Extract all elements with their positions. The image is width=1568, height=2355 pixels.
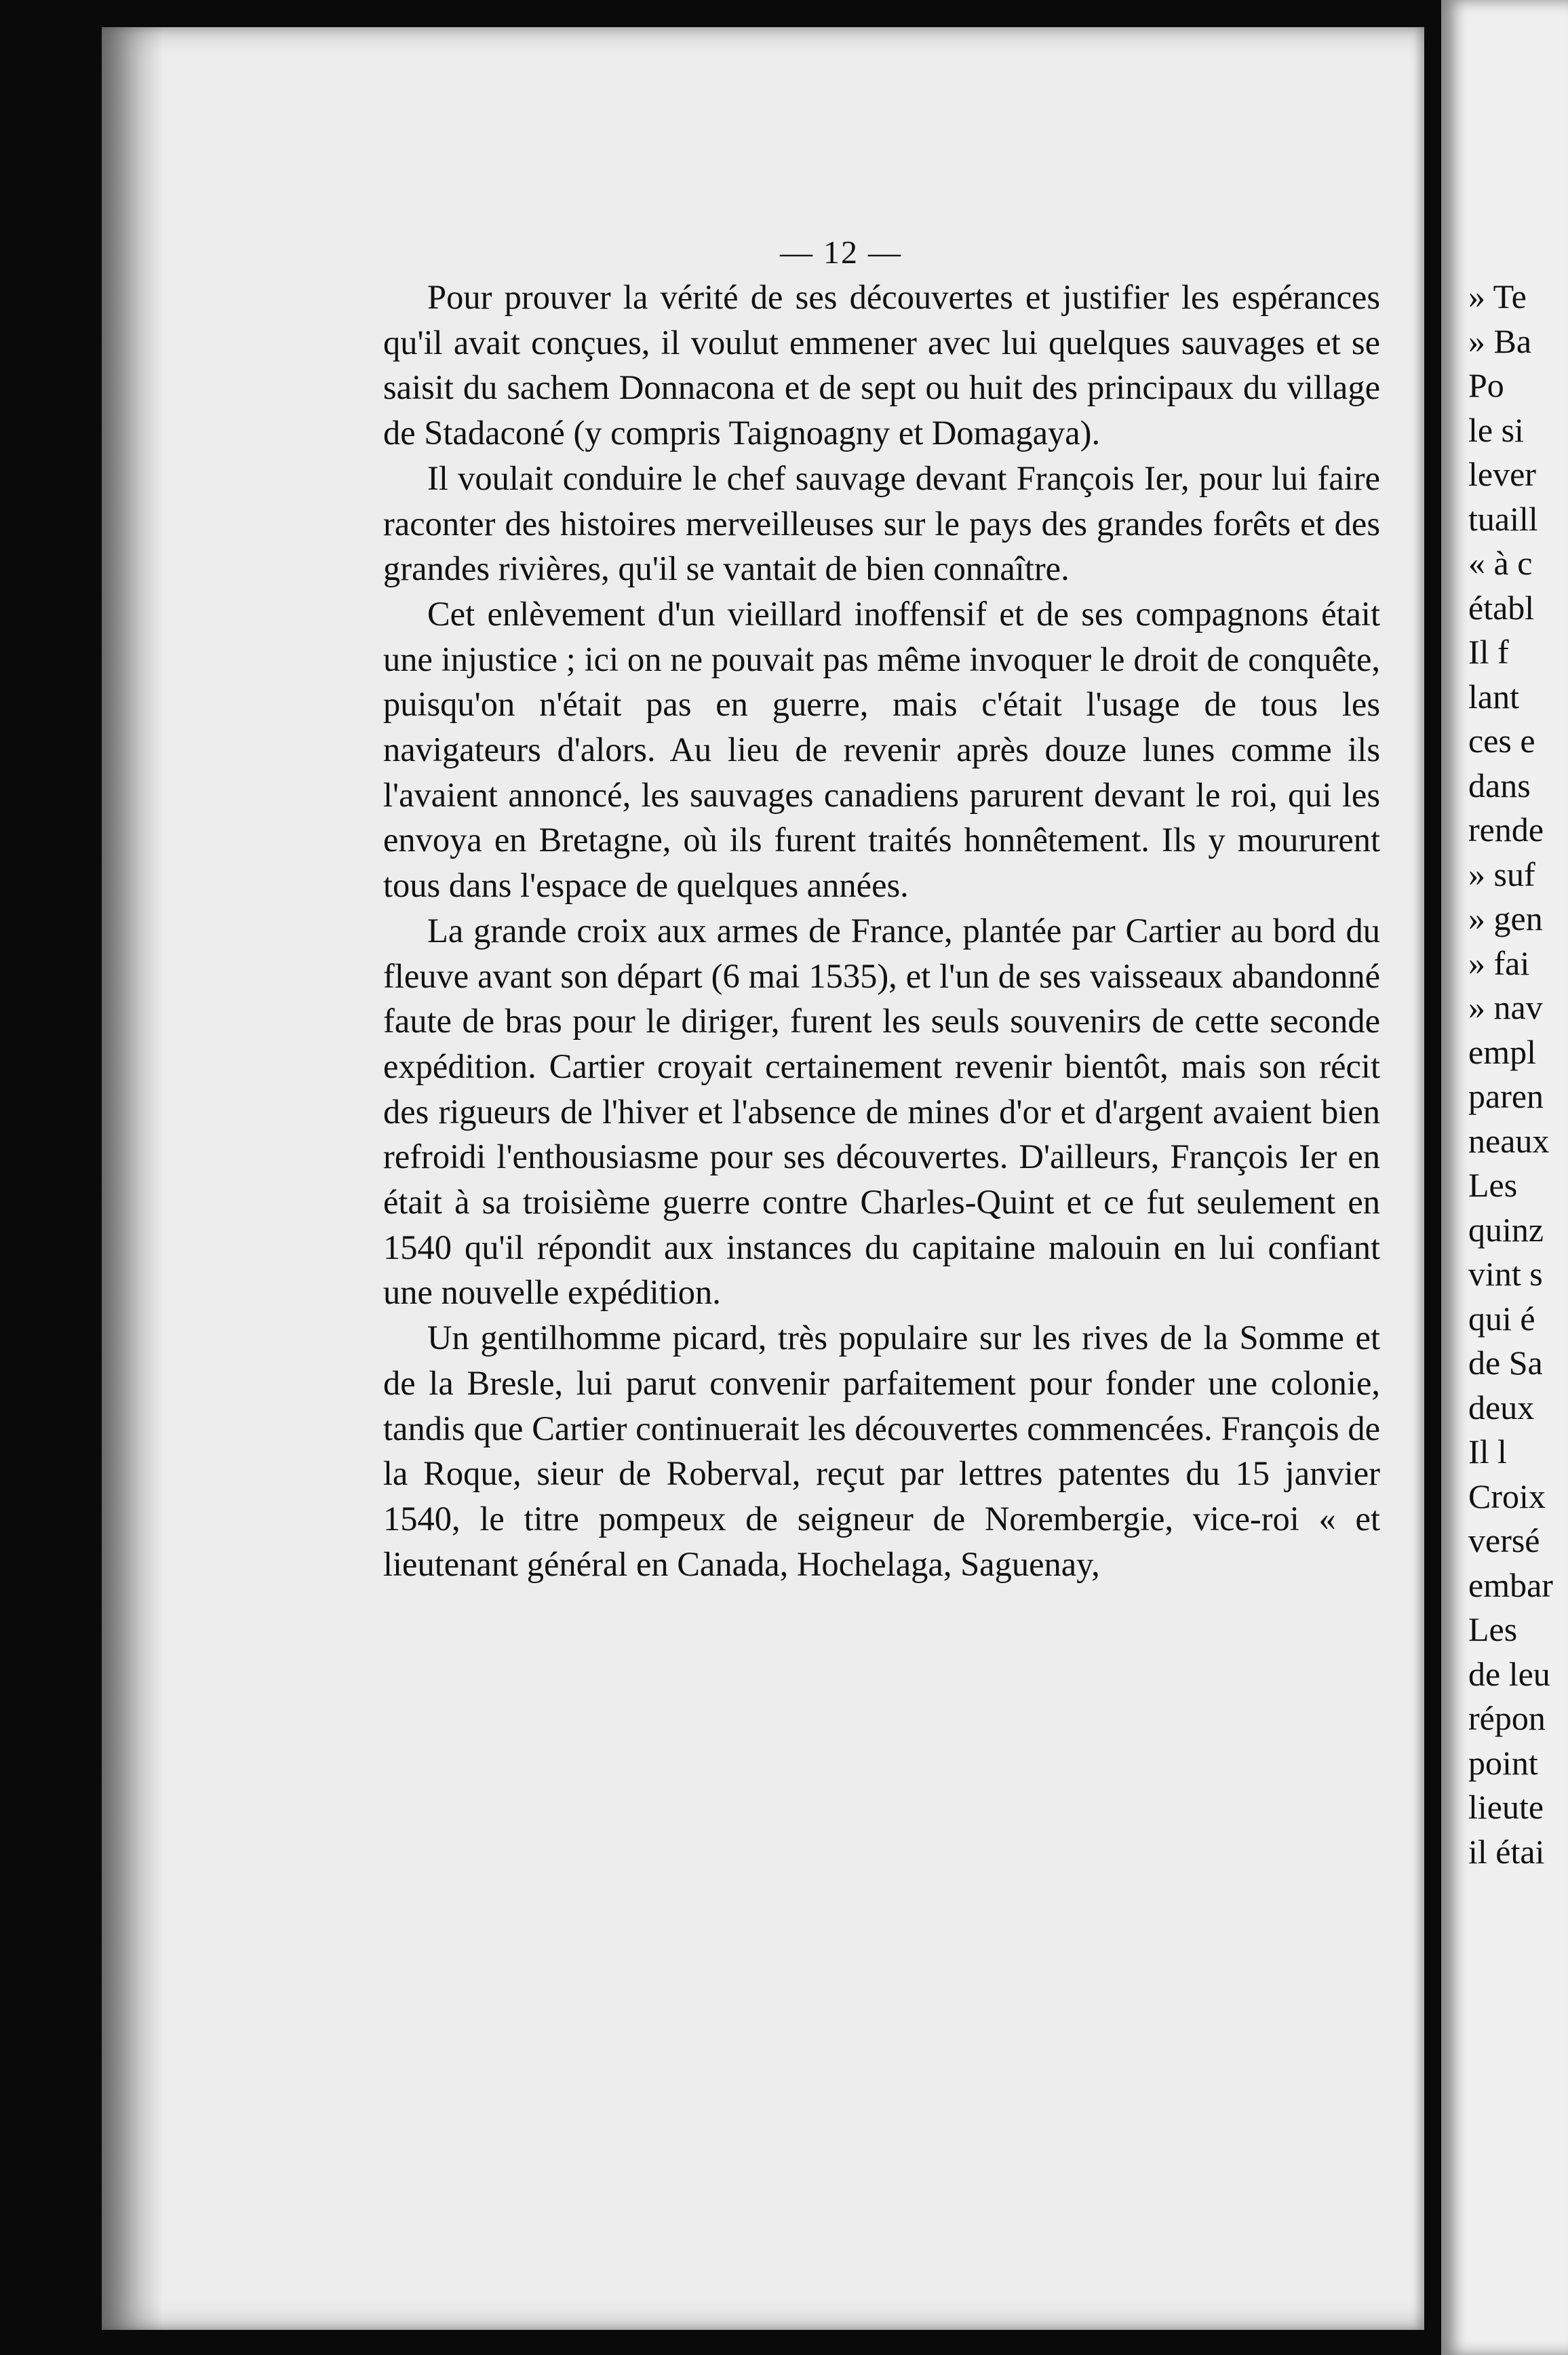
right-page-line-fragment: établ [1468, 588, 1535, 627]
right-page-line-fragment: lant [1468, 677, 1519, 716]
paragraph-4: La grande croix aux armes de France, plantée par Cartier au bord du fleuve avant son départ (6 mai 1535), et l'un de ses vaisseaux abandonné faute de bras pour le diriger, furent les seuls souvenirs de cette seconde expédition. Cartier croyait certainement revenir bientôt, mais son récit des rigueurs de l'hiver et l'absence de mines d'or et d'argent avaient bien refroidi l'enthousiasme pour ses découvertes. D'ailleurs, François Ier en était à sa troisième guerre contre Charles-Quint et ce fut seulement en 1540 qu'il répondit aux instances du capitaine malouin en lui confiant une nouvelle expédition. [383, 911, 1380, 1312]
right-page-line-fragment: Croix [1468, 1477, 1546, 1515]
right-page-line-fragment: » Te [1468, 277, 1527, 315]
paragraph-5: Un gentilhomme picard, très populaire sur les rives de la Somme et de la Bresle, lui parut convenir parfaitement pour fonder une colonie, tandis que Cartier continuerait les découvertes commencées. François de la Roque, sieur de Roberval, reçut par lettres patentes du 15 janvier 1540, le titre pompeux de seigneur de Norembergie, vice-roi « et lieutenant général en Canada, Hochelaga, Saguenay, [383, 1319, 1380, 1583]
right-page-line-fragment: dans [1468, 766, 1531, 804]
right-page-line-fragment: deux [1468, 1388, 1535, 1426]
right-page-line-fragment: ces e [1468, 722, 1535, 760]
right-page-line-fragment: Po [1468, 366, 1504, 404]
right-page-line-fragment: il étai [1468, 1832, 1545, 1871]
right-page-line-fragment: » gen [1468, 899, 1543, 937]
right-page-line-fragment: quinz [1468, 1210, 1544, 1249]
right-page-line-fragment: point [1468, 1743, 1538, 1782]
paragraph-2: Il voulait conduire le chef sauvage devant François Ier, pour lui faire raconter des histoires merveilleuses sur le pays des grandes forêts et des grandes rivières, qu'il se vantait de bien connaître. [383, 459, 1380, 588]
right-page-line-fragment: Il l [1468, 1433, 1507, 1471]
right-page-line-fragment: versé [1468, 1521, 1540, 1559]
right-page-line-fragment: » fai [1468, 943, 1530, 982]
right-page-line-fragment: neaux [1468, 1121, 1550, 1160]
right-page-line-fragment: rende [1468, 811, 1544, 849]
right-page-line-fragment: « à c [1468, 544, 1533, 582]
right-page-line-fragment: lieute [1468, 1788, 1544, 1826]
page-body-text [383, 275, 1380, 1587]
right-page-line-fragment: qui é [1468, 1299, 1535, 1338]
binding-shadow [102, 27, 163, 2330]
right-page-line-fragment: de Sa [1468, 1344, 1543, 1382]
right-page-line-fragment: Les [1468, 1610, 1518, 1648]
right-page-line-fragment: répon [1468, 1699, 1546, 1737]
right-page-line-fragment: Les [1468, 1166, 1518, 1204]
right-page-line-fragment: de leu [1468, 1654, 1550, 1693]
right-page-line-fragment: » nav [1468, 988, 1543, 1026]
right-page-line-fragment: » suf [1468, 855, 1535, 893]
right-page-line-fragment: paren [1468, 1077, 1544, 1115]
right-page-line-fragment: embar [1468, 1565, 1553, 1604]
paragraph-3: Cet enlèvement d'un vieillard inoffensif et de ses compagnons était une injustice ; ici on ne pouvait pas même invoquer le droit de conquête, puisqu'on n'était pas en guerre, mais c'était l'usage de tous les navigateurs d'alors. Au lieu de revenir après douze lunes comme ils l'avaient annoncé, les sauvages canadiens parurent devant le roi, qui les envoya en Bretagne, où ils furent traités honnêtement. Ils y moururent tous dans l'espace de quelques années. [383, 594, 1380, 905]
paragraph-1: Pour prouver la vérité de ses découvertes et justifier les espérances qu'il avait conçues, il voulut emmener avec lui quelques sauvages et se saisit du sachem Donnacona et de sept ou huit des principaux du village de Stadaconé (y compris Taignoagny et Domagaya). [383, 278, 1380, 452]
right-page-line-fragment: lever [1468, 455, 1536, 493]
right-page-edge [1441, 0, 1568, 2355]
right-page-line-fragment: » Ba [1468, 322, 1532, 360]
right-page-line-fragment: tuaill [1468, 499, 1538, 538]
right-page-line-fragment: Il f [1468, 633, 1509, 671]
right-page-text-fragments [1468, 275, 1568, 1874]
right-page-line-fragment: empl [1468, 1032, 1536, 1071]
right-page-line-fragment: le si [1468, 410, 1524, 449]
page-number: — 12 — [780, 235, 902, 271]
right-page-line-fragment: vint s [1468, 1255, 1543, 1293]
